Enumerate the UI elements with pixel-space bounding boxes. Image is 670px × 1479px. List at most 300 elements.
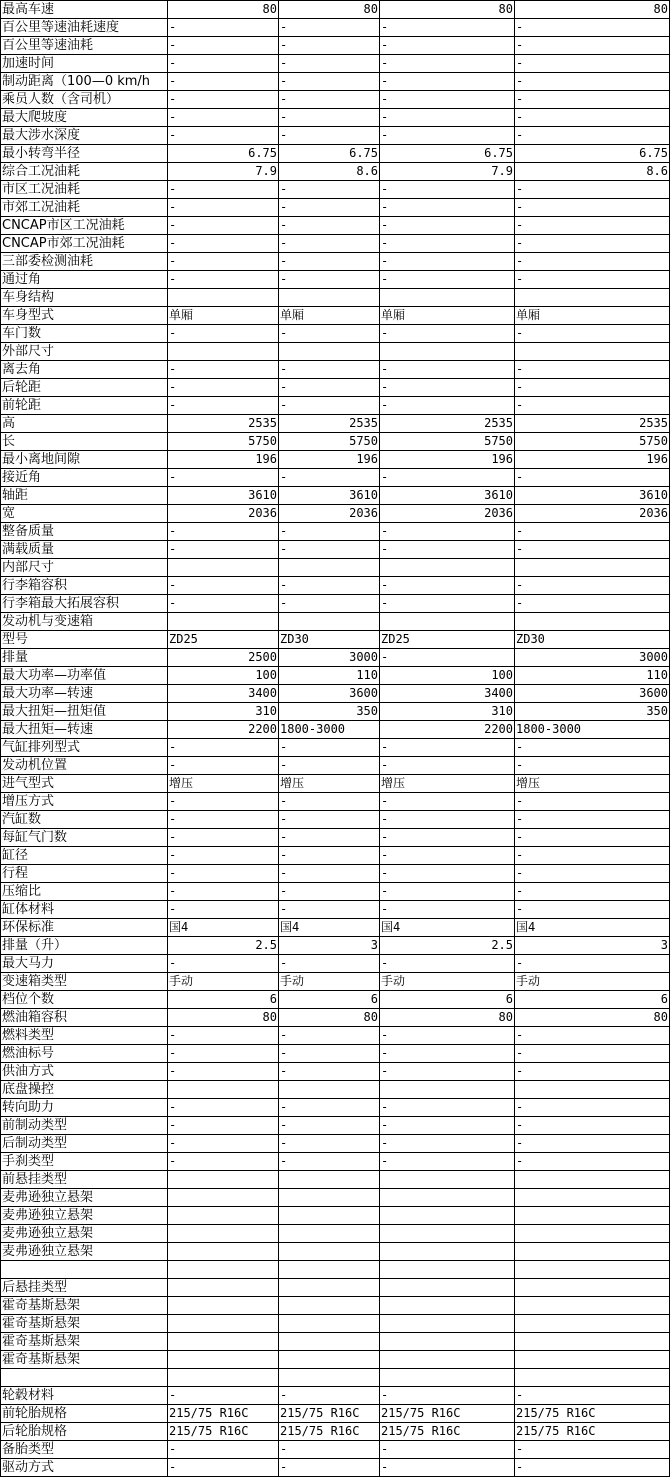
spec-label-cell: 三部委检测油耗 xyxy=(1,253,168,271)
spec-value-cell: - xyxy=(279,955,380,973)
table-row xyxy=(1,253,670,271)
table-row xyxy=(1,991,670,1009)
table-row xyxy=(1,1369,670,1387)
spec-value-cell: - xyxy=(168,523,279,541)
spec-value-cell: - xyxy=(168,1387,279,1405)
spec-value-cell xyxy=(168,1081,279,1099)
spec-label-cell: 发动机位置 xyxy=(1,757,168,775)
spec-value-cell: - xyxy=(515,829,670,847)
table-row xyxy=(1,487,670,505)
spec-label-cell: 霍奇基斯悬架 xyxy=(1,1315,168,1333)
spec-value-cell: - xyxy=(279,235,380,253)
spec-value-cell: 80 xyxy=(168,1,279,19)
spec-value-cell: 增压 xyxy=(380,775,515,793)
spec-value-cell xyxy=(515,1225,670,1243)
spec-value-cell: 6 xyxy=(168,991,279,1009)
spec-value-cell: 2.5 xyxy=(380,937,515,955)
spec-value-cell: - xyxy=(279,217,380,235)
spec-value-cell: - xyxy=(168,397,279,415)
table-row xyxy=(1,649,670,667)
spec-value-cell: 5750 xyxy=(279,433,380,451)
spec-value-cell: - xyxy=(380,127,515,145)
spec-value-cell xyxy=(515,1081,670,1099)
spec-value-cell: - xyxy=(515,1063,670,1081)
spec-value-cell xyxy=(380,1081,515,1099)
spec-label-cell: 最大扭矩—转速 xyxy=(1,721,168,739)
spec-value-cell: - xyxy=(168,955,279,973)
spec-value-cell: - xyxy=(279,1045,380,1063)
spec-label-cell: 宽 xyxy=(1,505,168,523)
spec-value-cell: - xyxy=(380,883,515,901)
spec-value-cell: 2535 xyxy=(380,415,515,433)
spec-value-cell: 2500 xyxy=(168,649,279,667)
spec-value-cell: - xyxy=(515,55,670,73)
spec-value-cell xyxy=(168,1297,279,1315)
spec-value-cell: 6 xyxy=(380,991,515,1009)
spec-value-cell: 100 xyxy=(168,667,279,685)
spec-label-cell: 麦弗逊独立悬架 xyxy=(1,1189,168,1207)
spec-value-cell: 8.6 xyxy=(515,163,670,181)
spec-value-cell: - xyxy=(380,253,515,271)
spec-value-cell xyxy=(168,1369,279,1387)
table-row xyxy=(1,163,670,181)
spec-value-cell: - xyxy=(168,181,279,199)
spec-value-cell: 5750 xyxy=(515,433,670,451)
spec-label-cell: 通过角 xyxy=(1,271,168,289)
spec-label-cell: 外部尺寸 xyxy=(1,343,168,361)
spec-value-cell: - xyxy=(279,271,380,289)
spec-value-cell xyxy=(168,343,279,361)
spec-label-cell: 排量（升） xyxy=(1,937,168,955)
spec-value-cell: - xyxy=(515,793,670,811)
spec-value-cell: - xyxy=(515,217,670,235)
spec-value-cell: - xyxy=(168,235,279,253)
spec-value-cell: - xyxy=(279,577,380,595)
spec-label-cell: 百公里等速油耗 xyxy=(1,37,168,55)
spec-label-cell: 百公里等速油耗速度 xyxy=(1,19,168,37)
spec-value-cell: - xyxy=(168,1117,279,1135)
spec-value-cell: - xyxy=(515,847,670,865)
spec-value-cell: 2.5 xyxy=(168,937,279,955)
spec-value-cell: - xyxy=(380,19,515,37)
spec-value-cell: - xyxy=(279,109,380,127)
spec-value-cell: - xyxy=(168,1135,279,1153)
spec-value-cell: 215/75 R16C xyxy=(515,1423,670,1441)
spec-label-cell: 备胎类型 xyxy=(1,1441,168,1459)
spec-value-cell: 215/75 R16C xyxy=(515,1405,670,1423)
spec-value-cell xyxy=(515,1369,670,1387)
spec-value-cell: 国4 xyxy=(515,919,670,937)
table-row xyxy=(1,631,670,649)
spec-value-cell: 2036 xyxy=(279,505,380,523)
spec-value-cell xyxy=(515,1261,670,1279)
spec-value-cell: - xyxy=(380,1045,515,1063)
spec-value-cell: - xyxy=(168,865,279,883)
spec-value-cell: 80 xyxy=(168,1009,279,1027)
spec-value-cell xyxy=(168,1315,279,1333)
spec-label-cell: 行李箱容积 xyxy=(1,577,168,595)
spec-value-cell xyxy=(515,1333,670,1351)
spec-value-cell: - xyxy=(279,361,380,379)
spec-value-cell xyxy=(279,343,380,361)
spec-label-cell: 轮毂材料 xyxy=(1,1387,168,1405)
spec-label-cell: 综合工况油耗 xyxy=(1,163,168,181)
spec-label-cell: 供油方式 xyxy=(1,1063,168,1081)
spec-value-cell: - xyxy=(168,811,279,829)
spec-value-cell: 单厢 xyxy=(515,307,670,325)
spec-value-cell: 6.75 xyxy=(279,145,380,163)
spec-value-cell xyxy=(168,613,279,631)
spec-value-cell: ZD25 xyxy=(168,631,279,649)
spec-value-cell: - xyxy=(168,37,279,55)
spec-value-cell: - xyxy=(380,829,515,847)
spec-value-cell: - xyxy=(168,1099,279,1117)
spec-value-cell: - xyxy=(168,829,279,847)
table-row xyxy=(1,361,670,379)
spec-label-cell: 最大功率—功率值 xyxy=(1,667,168,685)
spec-value-cell: - xyxy=(279,1027,380,1045)
spec-value-cell: - xyxy=(279,1441,380,1459)
table-row xyxy=(1,145,670,163)
spec-label-cell: 后悬挂类型 xyxy=(1,1279,168,1297)
spec-value-cell: - xyxy=(279,325,380,343)
spec-label-cell: 前悬挂类型 xyxy=(1,1171,168,1189)
table-row xyxy=(1,883,670,901)
table-row xyxy=(1,1261,670,1279)
table-row xyxy=(1,109,670,127)
spec-value-cell xyxy=(380,1171,515,1189)
spec-table-body xyxy=(1,1,670,1477)
spec-label-cell: 霍奇基斯悬架 xyxy=(1,1297,168,1315)
spec-value-cell: - xyxy=(380,235,515,253)
spec-label-cell: 长 xyxy=(1,433,168,451)
spec-label-cell xyxy=(1,1369,168,1387)
spec-value-cell: - xyxy=(279,523,380,541)
spec-value-cell: - xyxy=(168,217,279,235)
spec-value-cell: - xyxy=(515,109,670,127)
spec-value-cell: 196 xyxy=(168,451,279,469)
spec-value-cell: 80 xyxy=(279,1009,380,1027)
spec-value-cell: 7.9 xyxy=(380,163,515,181)
spec-value-cell: - xyxy=(279,19,380,37)
spec-value-cell: 215/75 R16C xyxy=(380,1423,515,1441)
spec-label-cell: 最大爬坡度 xyxy=(1,109,168,127)
spec-value-cell xyxy=(168,1171,279,1189)
spec-value-cell: ZD25 xyxy=(380,631,515,649)
spec-value-cell: - xyxy=(515,361,670,379)
spec-value-cell xyxy=(168,1189,279,1207)
spec-label-cell: 接近角 xyxy=(1,469,168,487)
table-row xyxy=(1,1135,670,1153)
table-row xyxy=(1,1207,670,1225)
spec-value-cell: - xyxy=(279,1387,380,1405)
spec-label-cell: 缸体材料 xyxy=(1,901,168,919)
spec-value-cell: 2200 xyxy=(168,721,279,739)
spec-value-cell xyxy=(279,1279,380,1297)
spec-value-cell: - xyxy=(168,1045,279,1063)
spec-value-cell xyxy=(168,1351,279,1369)
spec-value-cell: 80 xyxy=(380,1009,515,1027)
table-row xyxy=(1,181,670,199)
spec-value-cell xyxy=(279,1351,380,1369)
spec-value-cell: 单厢 xyxy=(279,307,380,325)
table-row xyxy=(1,451,670,469)
spec-value-cell: 350 xyxy=(515,703,670,721)
spec-value-cell: - xyxy=(515,865,670,883)
spec-value-cell: 3610 xyxy=(168,487,279,505)
spec-value-cell xyxy=(380,1189,515,1207)
spec-value-cell: - xyxy=(380,379,515,397)
spec-value-cell: - xyxy=(515,757,670,775)
spec-label-cell: 排量 xyxy=(1,649,168,667)
spec-value-cell: - xyxy=(279,865,380,883)
spec-value-cell: - xyxy=(279,847,380,865)
spec-value-cell: 80 xyxy=(279,1,380,19)
spec-value-cell: - xyxy=(380,1117,515,1135)
spec-value-cell: 6.75 xyxy=(168,145,279,163)
spec-value-cell xyxy=(279,559,380,577)
spec-value-cell xyxy=(168,1333,279,1351)
spec-label-cell: 增压方式 xyxy=(1,793,168,811)
table-row xyxy=(1,1027,670,1045)
table-row xyxy=(1,1315,670,1333)
spec-value-cell: - xyxy=(168,1459,279,1477)
spec-label-cell: 轴距 xyxy=(1,487,168,505)
spec-label-cell: 最小转弯半径 xyxy=(1,145,168,163)
spec-value-cell: - xyxy=(168,271,279,289)
spec-value-cell: 手动 xyxy=(515,973,670,991)
spec-value-cell: - xyxy=(515,397,670,415)
spec-value-cell: - xyxy=(515,181,670,199)
spec-value-cell: - xyxy=(279,757,380,775)
spec-value-cell xyxy=(380,1333,515,1351)
spec-label-cell: 最小离地间隙 xyxy=(1,451,168,469)
spec-value-cell: - xyxy=(380,55,515,73)
spec-value-cell: - xyxy=(380,181,515,199)
spec-label-cell: 每缸气门数 xyxy=(1,829,168,847)
spec-label-cell: 行程 xyxy=(1,865,168,883)
spec-label-cell: 加速时间 xyxy=(1,55,168,73)
table-row xyxy=(1,1009,670,1027)
spec-value-cell: 单厢 xyxy=(168,307,279,325)
spec-value-cell xyxy=(279,613,380,631)
spec-value-cell xyxy=(515,1207,670,1225)
spec-value-cell: 310 xyxy=(380,703,515,721)
spec-value-cell: 3000 xyxy=(515,649,670,667)
spec-value-cell: - xyxy=(380,271,515,289)
spec-label-cell: 型号 xyxy=(1,631,168,649)
spec-value-cell: - xyxy=(515,379,670,397)
spec-value-cell: - xyxy=(515,1441,670,1459)
spec-value-cell: 1800-3000 xyxy=(515,721,670,739)
spec-label-cell: 变速箱类型 xyxy=(1,973,168,991)
table-row xyxy=(1,1117,670,1135)
table-row xyxy=(1,595,670,613)
spec-value-cell xyxy=(279,1171,380,1189)
table-row xyxy=(1,1351,670,1369)
spec-value-cell: - xyxy=(380,541,515,559)
spec-value-cell: - xyxy=(380,901,515,919)
table-row xyxy=(1,1243,670,1261)
spec-value-cell: - xyxy=(515,541,670,559)
spec-value-cell: 3400 xyxy=(168,685,279,703)
spec-value-cell: 国4 xyxy=(380,919,515,937)
spec-value-cell: - xyxy=(380,1063,515,1081)
spec-value-cell: - xyxy=(515,19,670,37)
table-row xyxy=(1,1153,670,1171)
spec-value-cell: - xyxy=(380,523,515,541)
table-row xyxy=(1,667,670,685)
spec-value-cell: - xyxy=(279,1153,380,1171)
spec-label-cell: 霍奇基斯悬架 xyxy=(1,1333,168,1351)
spec-value-cell: - xyxy=(279,1135,380,1153)
spec-value-cell: 3600 xyxy=(279,685,380,703)
spec-value-cell: 6 xyxy=(279,991,380,1009)
table-row xyxy=(1,19,670,37)
spec-value-cell: - xyxy=(515,1117,670,1135)
spec-value-cell: 2535 xyxy=(515,415,670,433)
table-row xyxy=(1,685,670,703)
spec-value-cell: 3000 xyxy=(279,649,380,667)
table-row xyxy=(1,703,670,721)
spec-value-cell: - xyxy=(168,1063,279,1081)
table-row xyxy=(1,1423,670,1441)
spec-value-cell: - xyxy=(168,793,279,811)
table-row xyxy=(1,559,670,577)
spec-label-cell: 内部尺寸 xyxy=(1,559,168,577)
spec-value-cell: 3610 xyxy=(279,487,380,505)
spec-value-cell: - xyxy=(279,883,380,901)
spec-value-cell xyxy=(515,1171,670,1189)
table-row xyxy=(1,217,670,235)
spec-label-cell: 缸径 xyxy=(1,847,168,865)
spec-label-cell: 驱动方式 xyxy=(1,1459,168,1477)
spec-label-cell: CNCAP市区工况油耗 xyxy=(1,217,168,235)
spec-value-cell: - xyxy=(380,811,515,829)
spec-label-cell: 汽缸数 xyxy=(1,811,168,829)
table-row xyxy=(1,1333,670,1351)
spec-value-cell: - xyxy=(380,469,515,487)
spec-value-cell xyxy=(380,1315,515,1333)
spec-value-cell: 7.9 xyxy=(168,163,279,181)
spec-value-cell: 110 xyxy=(515,667,670,685)
table-row xyxy=(1,1099,670,1117)
spec-label-cell: 前轮胎规格 xyxy=(1,1405,168,1423)
spec-label-cell: 气缸排列型式 xyxy=(1,739,168,757)
spec-value-cell xyxy=(515,1189,670,1207)
spec-value-cell: - xyxy=(279,181,380,199)
spec-value-cell xyxy=(515,1315,670,1333)
spec-value-cell xyxy=(279,1189,380,1207)
spec-value-cell: 手动 xyxy=(168,973,279,991)
spec-label-cell: 市郊工况油耗 xyxy=(1,199,168,217)
spec-value-cell: 110 xyxy=(279,667,380,685)
table-row xyxy=(1,775,670,793)
spec-value-cell: 8.6 xyxy=(279,163,380,181)
spec-value-cell: 1800-3000 xyxy=(279,721,380,739)
spec-value-cell: - xyxy=(380,757,515,775)
spec-value-cell: - xyxy=(279,541,380,559)
spec-value-cell: - xyxy=(168,73,279,91)
spec-value-cell: 3400 xyxy=(380,685,515,703)
spec-label-cell: 满载质量 xyxy=(1,541,168,559)
spec-value-cell: 国4 xyxy=(279,919,380,937)
table-row xyxy=(1,523,670,541)
spec-value-cell: - xyxy=(380,955,515,973)
spec-value-cell xyxy=(515,1297,670,1315)
table-row xyxy=(1,1279,670,1297)
spec-value-cell: 196 xyxy=(380,451,515,469)
spec-value-cell: 350 xyxy=(279,703,380,721)
table-row xyxy=(1,343,670,361)
spec-value-cell: - xyxy=(515,1027,670,1045)
spec-value-cell: - xyxy=(279,91,380,109)
spec-value-cell: - xyxy=(515,469,670,487)
spec-value-cell: - xyxy=(279,1117,380,1135)
spec-value-cell: - xyxy=(380,73,515,91)
spec-value-cell xyxy=(380,559,515,577)
spec-value-cell: 196 xyxy=(279,451,380,469)
spec-value-cell: 2535 xyxy=(168,415,279,433)
spec-value-cell: 增压 xyxy=(168,775,279,793)
spec-value-cell: - xyxy=(168,469,279,487)
spec-label-cell: 环保标准 xyxy=(1,919,168,937)
spec-value-cell: - xyxy=(380,217,515,235)
spec-label-cell: 最大涉水深度 xyxy=(1,127,168,145)
spec-value-cell: - xyxy=(380,325,515,343)
table-row xyxy=(1,1387,670,1405)
spec-value-cell xyxy=(515,613,670,631)
spec-value-cell: - xyxy=(279,253,380,271)
table-row xyxy=(1,865,670,883)
spec-value-cell: - xyxy=(380,1099,515,1117)
spec-value-cell xyxy=(515,559,670,577)
spec-value-cell: - xyxy=(279,811,380,829)
spec-value-cell: - xyxy=(515,955,670,973)
spec-value-cell xyxy=(515,289,670,307)
spec-value-cell: - xyxy=(515,271,670,289)
spec-value-cell: 2036 xyxy=(168,505,279,523)
spec-value-cell: - xyxy=(279,793,380,811)
spec-value-cell xyxy=(168,289,279,307)
spec-value-cell: - xyxy=(380,793,515,811)
spec-value-cell: - xyxy=(168,577,279,595)
table-row xyxy=(1,1297,670,1315)
spec-value-cell xyxy=(380,1261,515,1279)
table-row xyxy=(1,1459,670,1477)
spec-value-cell: 3600 xyxy=(515,685,670,703)
table-row xyxy=(1,757,670,775)
table-row xyxy=(1,1225,670,1243)
spec-value-cell: 80 xyxy=(380,1,515,19)
spec-value-cell xyxy=(168,1261,279,1279)
spec-value-cell: ZD30 xyxy=(515,631,670,649)
spec-label-cell: 乘员人数（含司机） xyxy=(1,91,168,109)
spec-value-cell: - xyxy=(168,739,279,757)
spec-value-cell xyxy=(380,1279,515,1297)
spec-value-cell: - xyxy=(380,595,515,613)
spec-value-cell: 80 xyxy=(515,1,670,19)
spec-label-cell: 转向助力 xyxy=(1,1099,168,1117)
spec-value-cell: - xyxy=(168,541,279,559)
table-row xyxy=(1,415,670,433)
spec-value-cell: - xyxy=(515,325,670,343)
spec-label-cell xyxy=(1,1261,168,1279)
table-row xyxy=(1,271,670,289)
spec-value-cell: - xyxy=(168,1153,279,1171)
table-row xyxy=(1,973,670,991)
spec-value-cell: - xyxy=(168,109,279,127)
